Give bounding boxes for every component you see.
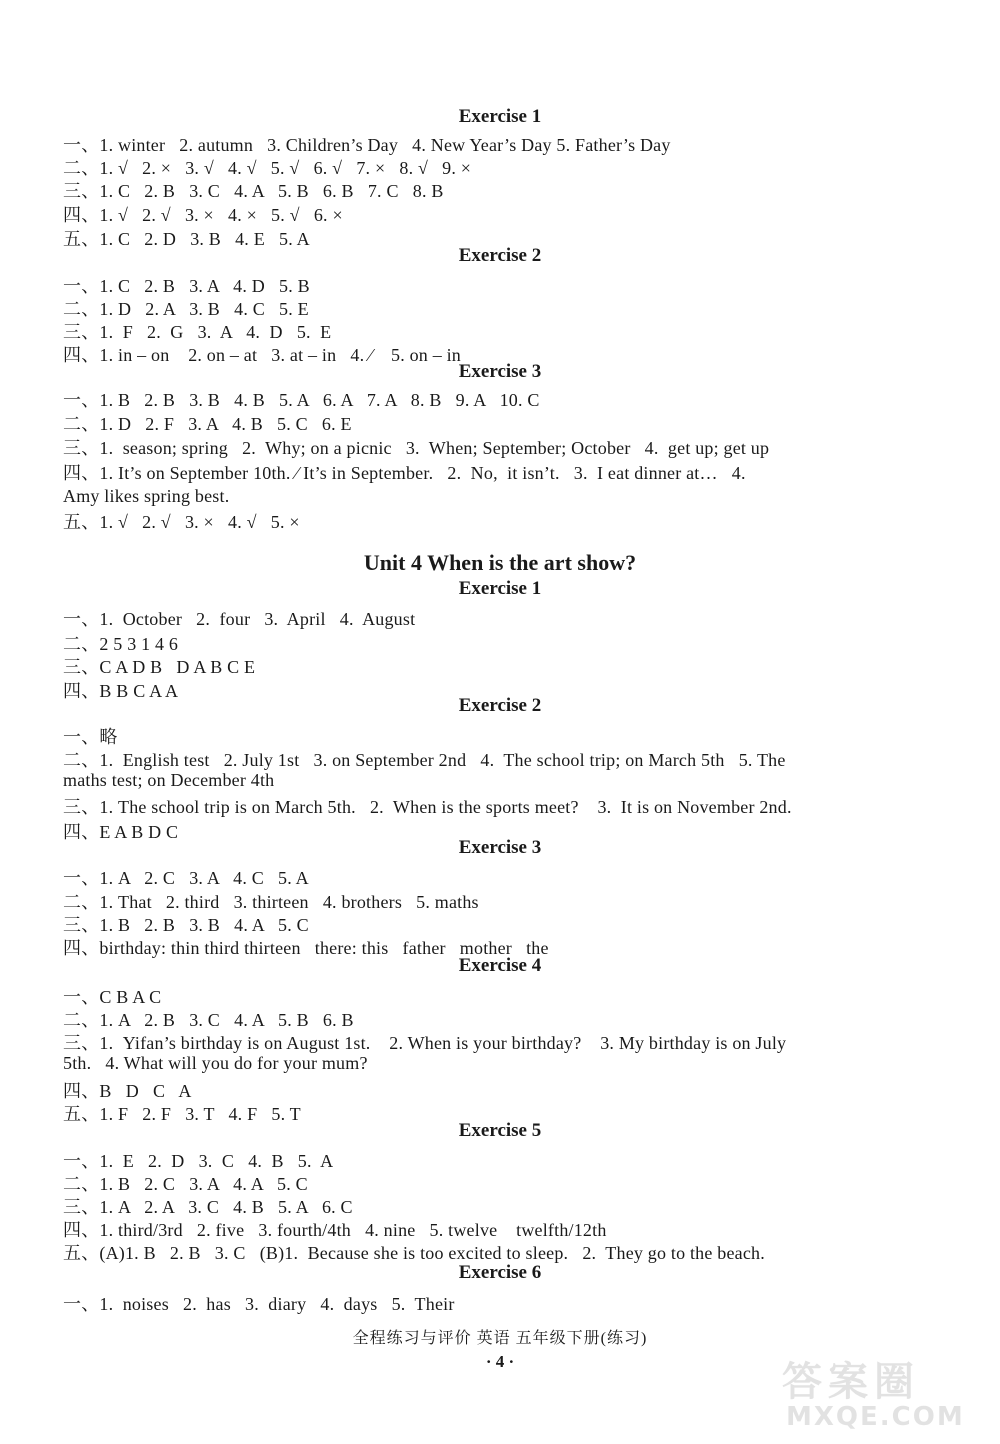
exercise-heading: Exercise 2 bbox=[458, 245, 542, 266]
answer-line: 三、C A D B D A B C E bbox=[63, 657, 256, 677]
exercise-heading: Exercise 1 bbox=[458, 106, 542, 127]
answer-line: 二、1. That 2. third 3. thirteen 4. brothers 5. maths bbox=[63, 892, 479, 912]
answer-line: 二、1. √ 2. × 3. √ 4. √ 5. √ 6. √ 7. × 8. √ 9. × bbox=[63, 158, 472, 178]
answer-line: 一、C B A C bbox=[63, 987, 162, 1007]
exercise-heading: Exercise 1 bbox=[458, 578, 542, 599]
answer-line: 一、1. B 2. B 3. B 4. B 5. A 6. A 7. A 8. B 9. A 10. C bbox=[63, 390, 540, 410]
answer-line: 三、1. The school trip is on March 5th. 2. When is the sports meet? 3. It is on November 2nd. bbox=[63, 797, 792, 817]
unit-title: Unit 4 When is the art show? bbox=[363, 550, 637, 575]
answer-line: 四、B D C A bbox=[63, 1081, 192, 1101]
answer-line: 一、1. noises 2. has 3. diary 4. days 5. Their bbox=[63, 1294, 455, 1314]
answer-line: 五、(A)1. B 2. B 3. C (B)1. Because she is too excited to sleep. 2. They go to the beach. bbox=[63, 1243, 765, 1263]
answer-line: 一、1. C 2. B 3. A 4. D 5. B bbox=[63, 276, 310, 296]
answer-line: 四、1. √ 2. √ 3. × 4. × 5. √ 6. × bbox=[63, 205, 343, 225]
answer-line: 一、1. A 2. C 3. A 4. C 5. A bbox=[63, 868, 309, 888]
answer-line: 二、1. D 2. F 3. A 4. B 5. C 6. E bbox=[63, 414, 352, 434]
answer-line: 四、1. third/3rd 2. five 3. fourth/4th 4. nine 5. twelve twelfth/12th bbox=[63, 1220, 607, 1240]
exercise-heading: Exercise 3 bbox=[458, 361, 542, 382]
answer-line: 四、1. in – on 2. on – at 3. at – in 4. ⁄ 5. on – in bbox=[63, 345, 461, 365]
answer-line: 五、1. F 2. F 3. T 4. F 5. T bbox=[63, 1104, 301, 1124]
answer-line: 四、birthday: thin third thirteen there: this father mother the bbox=[63, 938, 549, 958]
answer-line: 三、1. F 2. G 3. A 4. D 5. E bbox=[63, 322, 332, 342]
answer-line: maths test; on December 4th bbox=[63, 770, 275, 790]
answer-line: 三、1. B 2. B 3. B 4. A 5. C bbox=[63, 915, 309, 935]
answer-line: 四、1. It’s on September 10th. ⁄ It’s in September. 2. No, it isn’t. 3. I eat dinner at… 4. bbox=[63, 463, 746, 483]
answer-line: 二、1. D 2. A 3. B 4. C 5. E bbox=[63, 299, 309, 319]
answer-line: 四、B B C A A bbox=[63, 681, 179, 701]
answer-line: 二、1. B 2. C 3. A 4. A 5. C bbox=[63, 1174, 308, 1194]
answer-line: 三、1. Yifan’s birthday is on August 1st. 2. When is your birthday? 3. My birthday is on July bbox=[63, 1033, 787, 1053]
page-number: · 4 · bbox=[485, 1352, 515, 1371]
exercise-heading: Exercise 3 bbox=[458, 837, 542, 858]
footer-book-title: 全程练习与评价 英语 五年级下册(练习) bbox=[352, 1330, 648, 1347]
exercise-heading: Exercise 5 bbox=[458, 1120, 542, 1141]
exercise-heading: Exercise 4 bbox=[458, 955, 542, 976]
answer-line: 四、E A B D C bbox=[63, 822, 179, 842]
exercise-heading: Exercise 6 bbox=[458, 1262, 542, 1283]
answer-line: 一、1. E 2. D 3. C 4. B 5. A bbox=[63, 1151, 334, 1171]
answer-line: 三、1. season; spring 2. Why; on a picnic 3. When; September; October 4. get up; get up bbox=[63, 438, 770, 458]
answer-line: 二、2 5 3 1 4 6 bbox=[63, 634, 179, 654]
exercise-heading: Exercise 2 bbox=[458, 695, 542, 716]
answer-line: 二、1. A 2. B 3. C 4. A 5. B 6. B bbox=[63, 1010, 354, 1030]
answer-line: 一、1. winter 2. autumn 3. Children’s Day 4. New Year’s Day 5. Father’s Day bbox=[63, 135, 671, 155]
answer-line: 二、1. English test 2. July 1st 3. on September 2nd 4. The school trip; on March 5th 5. The bbox=[63, 750, 786, 770]
answer-line: 三、1. A 2. A 3. C 4. B 5. A 6. C bbox=[63, 1197, 353, 1217]
answer-line: 一、略 bbox=[63, 727, 118, 747]
watermark-text-en: MXQE.COM bbox=[786, 1402, 965, 1432]
answer-line: Amy likes spring best. bbox=[63, 486, 230, 506]
answer-line: 五、1. C 2. D 3. B 4. E 5. A bbox=[63, 229, 310, 249]
answer-line: 三、1. C 2. B 3. C 4. A 5. B 6. B 7. C 8. B bbox=[63, 181, 444, 201]
watermark-text-cn: 答案圈 bbox=[782, 1359, 920, 1405]
watermark-logo bbox=[772, 1350, 982, 1436]
answer-line: 一、1. October 2. four 3. April 4. August bbox=[63, 609, 416, 629]
answer-line: 5th. 4. What will you do for your mum? bbox=[63, 1053, 368, 1073]
answer-line: 五、1. √ 2. √ 3. × 4. √ 5. × bbox=[63, 512, 300, 532]
